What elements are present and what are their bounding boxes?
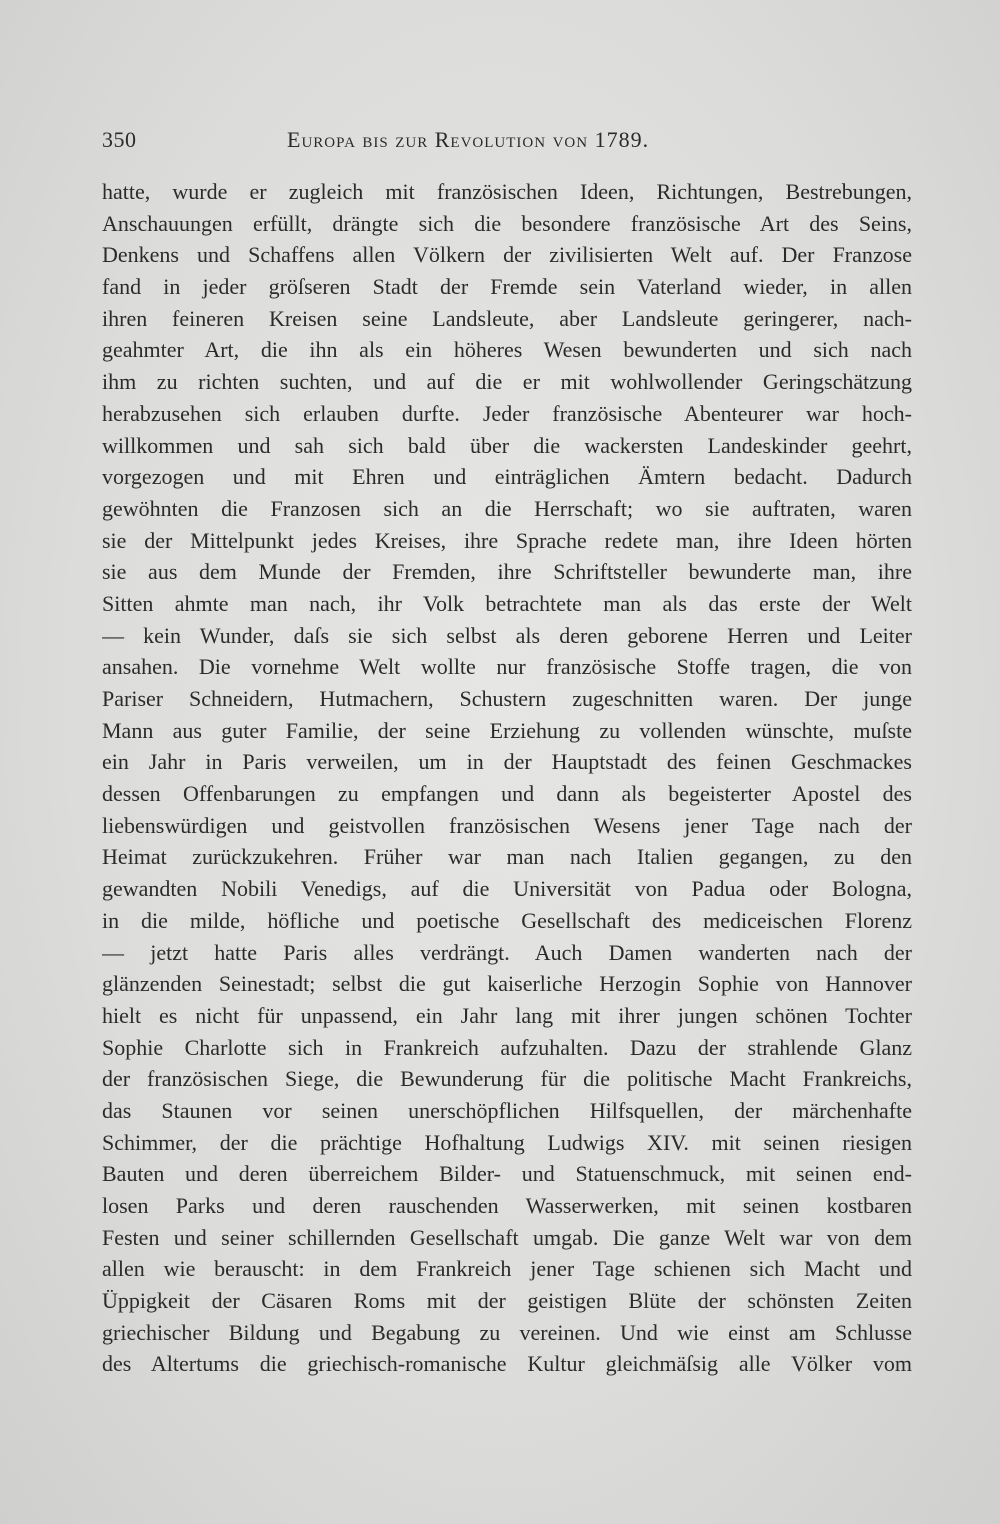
body-text [102,176,912,1380]
text-line: sie aus dem Munde der Fremden, ihre Schriftsteller bewunderte man, ihre [102,559,912,585]
running-head: Europa bis zur Revolution von 1789. [287,127,650,152]
text-line: ein Jahr in Paris verweilen, um in der Hauptstadt des feinen Geschmackes [102,749,912,775]
text-line: Pariser Schneidern, Hutmachern, Schustern zugeschnitten waren. Der junge [102,686,912,711]
text-line: fand in jeder gröſseren Stadt der Fremde sein Vaterland wieder, in allen [102,274,912,300]
text-line: Bauten und deren überreichem Bilder- und Statuenschmuck, mit seinen end- [102,1161,912,1187]
text-line: ihm zu richten suchten, und auf die er mit wohlwollender Geringschätzung [102,369,912,395]
text-line: ihren feineren Kreisen seine Landsleute, aber Landsleute geringerer, nach- [102,305,912,331]
text-line: Denkens und Schaffens allen Völkern der zivilisierten Welt auf. Der Franzose [102,242,912,268]
text-line: Heimat zurückzukehren. Früher war man nach Italien gegangen, zu den [102,844,912,870]
text-line: der französischen Siege, die Bewunderung für die politische Macht Frankreichs, [102,1066,912,1092]
text-line: losen Parks und deren rauschenden Wasserwerken, mit seinen kostbaren [102,1193,912,1218]
text-line: sie der Mittelpunkt jedes Kreises, ihre Sprache redete man, ihre Ideen hörten [102,527,912,553]
text-line: Anschauungen erfüllt, drängte sich die besondere französische Art des Seins, [102,210,912,236]
text-line: das Staunen vor seinen unerschöpflichen Hilfsquellen, der märchenhafte [102,1097,912,1123]
text-line: in die milde, höfliche und poetische Gesellschaft des mediceischen Florenz [102,907,912,933]
text-line: glänzenden Seinestadt; selbst die gut kaiserliche Herzogin Sophie von Hannover [102,971,912,997]
page-number: 350 [102,127,137,152]
text-line: — kein Wunder, daſs sie sich selbst als deren geborene Herren und Leiter [102,622,912,648]
page-header [102,127,912,161]
text-line: dessen Offenbarungen zu empfangen und dann als begeisterter Apostel des [102,781,912,807]
text-line: Sophie Charlotte sich in Frankreich aufzuhalten. Dazu der strahlende Glanz [102,1034,912,1060]
text-line: vorgezogen und mit Ehren und einträglichen Ämtern bedacht. Dadurch [102,464,912,490]
text-line: hatte, wurde er zugleich mit französischen Ideen, Richtungen, Bestrebungen, [102,179,912,204]
text-line: hielt es nicht für unpassend, ein Jahr lang mit ihrer jungen schönen Tochter [102,1002,912,1028]
text-line: herabzusehen sich erlauben durfte. Jeder französische Abenteurer war hoch- [102,400,912,426]
text-line: gewandten Nobili Venedigs, auf die Universität von Padua oder Bologna, [102,876,912,902]
text-line: Üppigkeit der Cäsaren Roms mit der geistigen Blüte der schönsten Zeiten [102,1288,912,1314]
text-line: geahmter Art, die ihn als ein höheres Wesen bewunderten und sich nach [102,337,912,363]
text-line: Festen und seiner schillernden Gesellschaft umgab. Die ganze Welt war von dem [102,1224,912,1250]
text-line: ansahen. Die vornehme Welt wollte nur französische Stoffe tragen, die von [102,654,912,680]
text-line: gewöhnten die Franzosen sich an die Herrschaft; wo sie auftraten, waren [102,495,912,521]
text-line: Sitten ahmte man nach, ihr Volk betrachtete man als das erste der Welt [102,590,912,616]
text-line: allen wie berauscht: in dem Frankreich jener Tage schienen sich Macht und [102,1256,912,1282]
text-line: griechischer Bildung und Begabung zu vereinen. Und wie einst am Schlusse [102,1319,912,1345]
text-line: Schimmer, der die prächtige Hofhaltung Ludwigs XIV. mit seinen riesigen [102,1129,912,1155]
text-line: willkommen und sah sich bald über die wackersten Landeskinder geehrt, [102,432,912,458]
text-line: des Altertums die griechisch-romanische Kultur gleichmäſsig alle Völker vom [102,1351,912,1377]
text-line: Mann aus guter Familie, der seine Erziehung zu vollenden wünschte, muſste [102,717,912,743]
text-line: liebenswürdigen und geistvollen französischen Wesens jener Tage nach der [102,812,912,838]
text-line: — jetzt hatte Paris alles verdrängt. Auch Damen wanderten nach der [102,939,912,965]
